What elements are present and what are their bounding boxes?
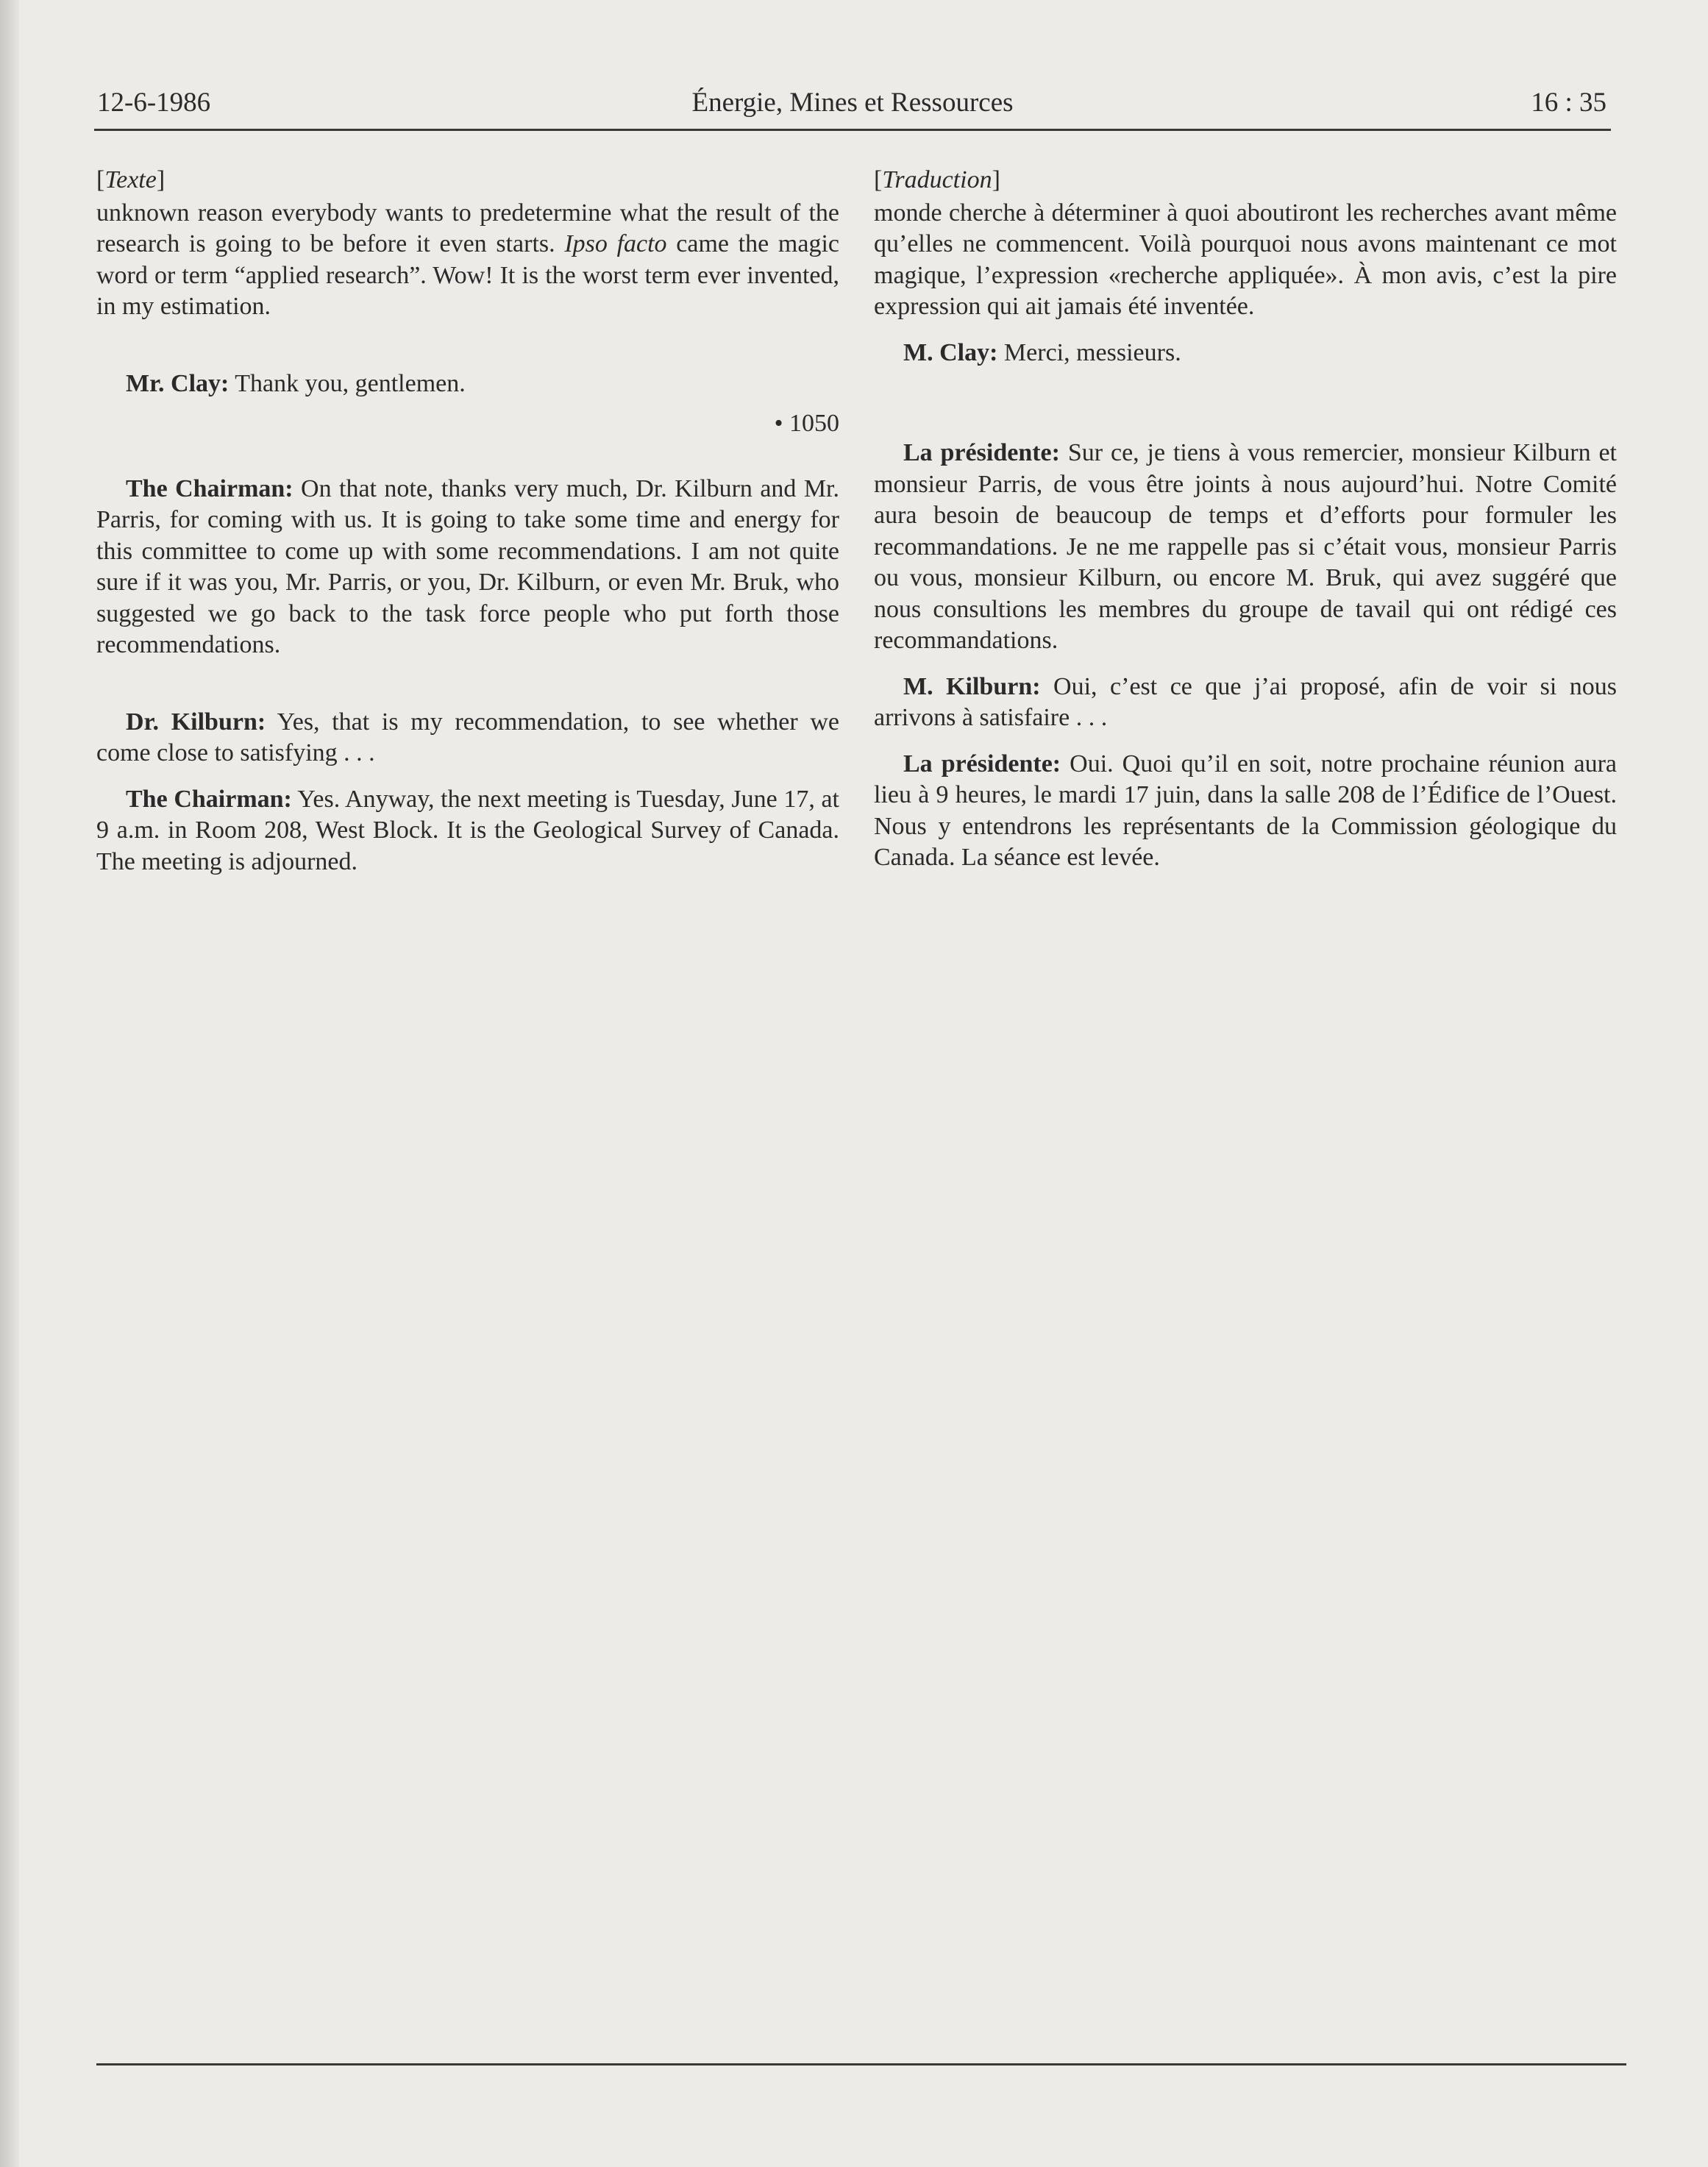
paragraph-presidente-closing: La présidente: Oui. Quoi qu’il en soit, notre prochaine réunion aura lieu à 9 heures, le mardi 17 juin, dans la salle 208 de l’Édifice de l’Ouest. Nous y entendrons les représentants de la Commission géologique du Canada. La séance est levée. [874,750,1618,871]
speaker-name: The Chairman: [126,785,292,813]
footer-rule [96,2063,1626,2065]
speaker-name: The Chairman: [126,474,293,502]
header-title: Énergie, Mines et Ressources [691,88,1014,118]
header-page-number: 16 : 35 [1531,88,1606,118]
header-date: 12-6-1986 [97,88,211,118]
text-marker: [Texte] [96,166,166,193]
paragraph-clay: M. Clay: Merci, messieurs. [903,338,1181,366]
french-column [874,165,1617,874]
latin-phrase: Ipso facto [564,230,667,257]
running-header [94,87,1611,129]
speaker-name: Dr. Kilburn: [126,708,266,736]
page-binding-shadow [0,0,19,2167]
speaker-name: La présidente: [903,750,1061,778]
header-rule [94,129,1611,131]
paragraph-chairman-closing: The Chairman: Yes. Anyway, the next meeting is Tuesday, June 17, at 9 a.m. in Room 208, West Block. It is the Geological Survey of Canada. The meeting is adjourned. [96,785,840,875]
paragraph-presidente: La présidente: Sur ce, je tiens à vous remercier, monsieur Kilburn et monsieur Parris, de vous être joints à nous aujourd’hui. Notre Comité aura besoin de beaucoup de temps et d’efforts pour formuler les recommandations. Je ne me rappelle pas si c’était vous, monsieur Parris ou vous, monsieur Kilburn, ou encore M. Bruk, qui avez suggéré que nous consultions les membres du groupe de tavail qui ont rédigé ces recommandations. [874,439,1617,654]
paragraph-chairman: The Chairman: On that note, thanks very much, Dr. Kilburn and Mr. Parris, for coming with us. It is going to take some time and energy for this committee to come up with some recommendations. I am not quite sure if it was you, Mr. Parris, or you, Dr. Kilburn, or even Mr. Bruk, who suggested we go back to the task force people who put forth those recommendations. [96,474,839,658]
speaker-name: M. Clay: [903,338,998,366]
speaker-name: La présidente: [903,439,1060,466]
speaker-name: M. Kilburn: [903,672,1041,700]
paragraph-kilburn: Dr. Kilburn: Yes, that is my recommendation, to see whether we come close to satisfying . . . [96,708,839,766]
translation-marker: [Traduction] [874,166,1000,193]
time-marker: • 1050 [774,410,839,437]
paragraph-continuation: monde cherche à déterminer à quoi aboutiront les recherches avant même qu’elles ne commencent. Voilà pourquoi nous avons maintenant ce mot magique, l’expression «recherche appliquée». À mon avis, c’est la pire expression qui ait jamais été inventée. [874,199,1617,320]
paragraph-clay: Mr. Clay: Thank you, gentlemen. [126,369,466,397]
english-column [96,165,839,878]
speaker-name: Mr. Clay: [126,369,229,397]
paragraph-kilburn: M. Kilburn: Oui, c’est ce que j’ai proposé, afin de voir si nous arrivons à satisfaire . . . [874,672,1617,731]
paragraph-continuation: unknown reason everybody wants to predetermine what the result of the research is going to be before it even starts. Ipso facto came the magic word or term “applied research”. Wow! It is the worst term ever invented, in my estimation. [96,199,839,320]
